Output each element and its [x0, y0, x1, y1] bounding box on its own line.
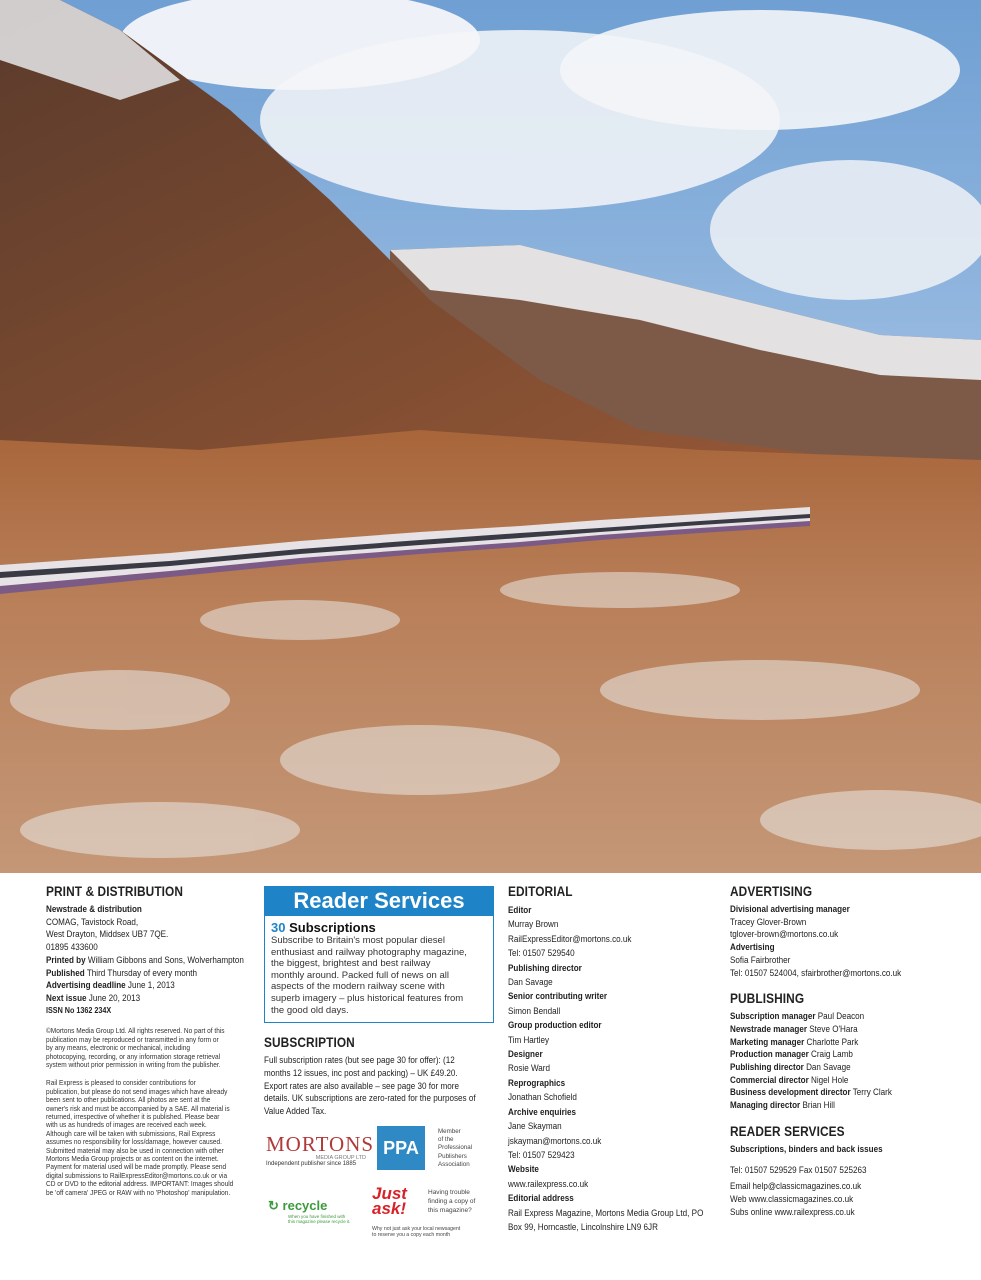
published-label: Published: [46, 967, 85, 978]
mortons-wordmark: MORTONS: [266, 1131, 375, 1156]
publishing-row: [730, 1010, 946, 1023]
legal-line: Although care will be taken with submissions, Rail Express: [46, 1129, 216, 1138]
reader-services-box: [264, 886, 494, 1023]
publishing-role-value: Terry Clark: [850, 1087, 892, 1098]
editorial-section: [508, 884, 723, 1234]
recycle-line: When you have finished with: [288, 1213, 346, 1219]
reader-services-tel: Tel: 01507 529529 Fax 01507 525263: [730, 1164, 867, 1175]
just-ask-text: [428, 1188, 475, 1215]
reader-services-email: Email help@classicmagazines.co.uk: [730, 1181, 862, 1192]
subscription-body: [264, 1054, 494, 1118]
just-ask-text-line: Having trouble: [428, 1188, 470, 1196]
subscriptions-page-number: 30: [271, 920, 286, 935]
next-issue-label: Next issue: [46, 992, 87, 1003]
published-value: Third Thursday of every month: [84, 967, 197, 978]
publishing-role-label: Publishing director: [730, 1062, 804, 1073]
blurb-line: the good old days.: [271, 1004, 349, 1016]
reader-services-sub: Subscriptions, binders and back issues: [730, 1143, 883, 1154]
publishing-role-value: Dan Savage: [803, 1062, 851, 1073]
legal-line: owner's risk and must be accompanied by a SAE. All material is: [46, 1104, 230, 1113]
publishing-role-value: Brian Hill: [800, 1100, 835, 1111]
editorial-role-value: Jonathan Schofield: [508, 1092, 577, 1103]
printed-label: Printed by: [46, 954, 86, 965]
legal-line: by any means, electronic or mechanical, including: [46, 1044, 191, 1053]
editorial-role-value: Jane Skayman: [508, 1121, 562, 1132]
advertising-name: Sofia Fairbrother: [730, 954, 791, 965]
subscription-line: details. UK subscriptions are zero-rated for the purposes of: [264, 1093, 476, 1104]
ppa-line: Publishers: [438, 1152, 467, 1160]
publishing-heading: PUBLISHING: [730, 991, 805, 1007]
editorial-role-value: Murray Brown: [508, 919, 559, 930]
publishing-role-value: Nigel Hole: [808, 1074, 849, 1085]
subscription-heading: SUBSCRIPTION: [264, 1035, 355, 1051]
print-distribution-heading: PRINT & DISTRIBUTION: [46, 884, 184, 899]
editorial-role-value: Dan Savage: [508, 977, 553, 988]
recycle-logo: [268, 1198, 351, 1224]
publishing-role-label: Newstrade manager: [730, 1023, 807, 1034]
blurb-line: aspects of the modern railway scene with: [271, 981, 445, 993]
blurb-line: enthusiast and railway photography magazine,: [271, 946, 467, 958]
legal-line: with us as hundreds of images are received each week.: [46, 1121, 207, 1130]
legal-line: photocopying, recording, or any information storage retrieval: [46, 1052, 221, 1061]
mortons-tagline: Independent publisher since 1885: [266, 1160, 357, 1167]
printed-value: William Gibbons and Sons, Wolverhampton: [85, 954, 244, 965]
editorial-role-value: www.railexpress.co.uk: [508, 1178, 589, 1189]
newstrade-label: Newstrade & distribution: [46, 904, 142, 914]
editorial-role-value: Rail Express Magazine, Mortons Media Group Ltd, PO: [508, 1207, 704, 1218]
publishing-row: [730, 1023, 946, 1036]
ppa-line: Professional: [438, 1144, 473, 1152]
next-issue-value: June 20, 2013: [86, 992, 141, 1003]
just-ask-line: Just: [372, 1183, 407, 1203]
legal-line: Submitted material may also be used in connection with other: [46, 1146, 224, 1155]
subscription-line: Full subscription rates (but see page 30 for offer): (12: [264, 1055, 455, 1066]
just-ask-text-line: finding a copy of: [428, 1197, 476, 1205]
legal-line: Payment for material used will be made promptly. Please send: [46, 1163, 227, 1172]
editorial-role-value: Rosie Ward: [508, 1063, 551, 1074]
reader-services-column: [264, 886, 494, 1246]
editorial-role-value: RailExpressEditor@mortons.co.uk: [508, 933, 632, 944]
editorial-role-value: Tim Hartley: [508, 1034, 550, 1045]
reader-services-heading: READER SERVICES: [730, 1123, 845, 1139]
editorial-role-label: Editorial address: [508, 1193, 574, 1204]
div-advertising-email: tglover-brown@mortons.co.uk: [730, 929, 839, 940]
publishing-row: [730, 1061, 946, 1074]
editorial-role-label: Designer: [508, 1049, 543, 1060]
contributions-notice: [46, 1079, 256, 1197]
publishing-role-label: Marketing manager: [730, 1036, 805, 1047]
editorial-role-value: Tel: 01507 529540: [508, 948, 575, 959]
advertising-heading: ADVERTISING: [730, 884, 813, 899]
ppa-line: Association: [438, 1161, 470, 1169]
ppa-text: [438, 1128, 472, 1170]
deadline-label: Advertising deadline: [46, 980, 126, 991]
blurb-line: monthly around. Packed full of news on all: [271, 969, 449, 981]
just-ask-logo: [372, 1183, 407, 1218]
blurb-line: Subscribe to Britain's most popular diesel: [271, 935, 445, 946]
editorial-list: [508, 903, 723, 1234]
logos-area: [264, 1126, 494, 1246]
subscription-line: months 12 issues, inc post and packing) – UK £49.20.: [264, 1067, 458, 1078]
editorial-role-value: Box 99, Horncastle, Lincolnshire LN9 6JR: [508, 1221, 658, 1232]
blurb-line: the biggest, brightest and best railway: [271, 958, 431, 970]
copyright-notice: [46, 1027, 256, 1069]
mortons-logo: [266, 1131, 375, 1167]
legal-line: CD or DVD to the editorial address. IMPORTANT: Images should: [46, 1180, 234, 1189]
publishing-role-label: Commercial director: [730, 1074, 809, 1085]
recycle-icon: ↻: [268, 1197, 279, 1213]
just-ask-tagline: [372, 1226, 460, 1239]
publishing-row: [730, 1099, 946, 1112]
legal-line: publication may be reproduced or transmitted in any form or: [46, 1035, 219, 1044]
deadline-value: June 1, 2013: [125, 980, 175, 991]
subscription-line: Value Added Tax.: [264, 1105, 327, 1116]
advertising-label: Advertising: [730, 942, 775, 953]
ppa-line: Member: [438, 1127, 461, 1135]
publishing-role-label: Production manager: [730, 1049, 809, 1060]
address-line: West Drayton, Middsex UB7 7QE.: [46, 929, 169, 940]
editorial-role-value: jskayman@mortons.co.uk: [508, 1135, 602, 1146]
print-distribution-section: [46, 884, 256, 1197]
legal-line: digital submissions to RailExpressEditor@mortons.co.uk or via: [46, 1171, 228, 1180]
editorial-role-value: Tel: 01507 529423: [508, 1149, 575, 1160]
reader-services-web: Web www.classicmagazines.co.uk: [730, 1193, 854, 1204]
reader-services-online: Subs online www.railexpress.co.uk: [730, 1206, 855, 1217]
legal-line: be 'off camera' JPEG or RAW with no 'Photoshop' manipulation.: [46, 1188, 231, 1197]
publishing-row: [730, 1086, 946, 1099]
publishing-row: [730, 1036, 946, 1049]
div-advertising-label: Divisional advertising manager: [730, 904, 850, 914]
publishing-row: [730, 1048, 946, 1061]
recycle-line: this magazine please recycle it.: [288, 1218, 351, 1224]
just-ask-tag-line: Why not just ask your local newsagent: [372, 1225, 461, 1232]
publishing-list: [730, 1010, 970, 1112]
legal-line: Rail Express is pleased to consider contributions for: [46, 1079, 196, 1088]
publishing-role-label: Managing director: [730, 1100, 801, 1111]
subscriptions-blurb: [271, 935, 487, 1016]
legal-line: ©Mortons Media Group Ltd. All rights reserved. No part of this: [46, 1027, 225, 1036]
legal-line: publication, but please do not send images which have already: [46, 1087, 228, 1096]
legal-line: been sent to other publications. All photos are sent at the: [46, 1096, 211, 1105]
legal-line: Mortons Media Group projects or as content on the internet.: [46, 1155, 219, 1164]
editorial-role-label: Senior contributing writer: [508, 991, 608, 1002]
issn: ISSN No 1362 234X: [46, 1005, 112, 1015]
legal-line: system without prior permission in writing from the publisher.: [46, 1060, 221, 1069]
publishing-row: [730, 1074, 946, 1087]
ppa-logo: PPA: [377, 1126, 425, 1170]
editorial-role-label: Archive enquiries: [508, 1106, 576, 1117]
blurb-line: superb imagery – plus historical features from: [271, 992, 464, 1004]
editorial-heading: EDITORIAL: [508, 884, 573, 899]
mortons-subtitle: MEDIA GROUP LTD: [315, 1154, 366, 1161]
subscriptions-heading: Subscriptions: [285, 920, 376, 935]
just-ask-line: ask!: [372, 1198, 407, 1218]
publishing-role-value: Craig Lamb: [808, 1049, 853, 1060]
div-advertising-name: Tracey Glover-Brown: [730, 916, 807, 927]
editorial-role-value: Simon Bendall: [508, 1005, 561, 1016]
legal-line: returned, irrespective of whether it is published. Please bear: [46, 1112, 220, 1121]
editorial-role-label: Editor: [508, 905, 532, 915]
legal-line: assumes no responsibility for loss/damage, however caused.: [46, 1138, 222, 1147]
subscription-line: Export rates are also available – see page 30 for more: [264, 1080, 459, 1091]
editorial-role-label: Reprographics: [508, 1077, 566, 1088]
advertising-section: [730, 884, 970, 1218]
publishing-role-label: Business development director: [730, 1087, 851, 1098]
just-ask-tag-line: to reserve you a copy each month: [372, 1232, 451, 1239]
editorial-role-label: Publishing director: [508, 962, 582, 973]
publishing-role-value: Paul Deacon: [815, 1011, 865, 1022]
address-line: COMAG, Tavistock Road,: [46, 916, 139, 927]
publishing-role-value: Charlotte Park: [804, 1036, 859, 1047]
recycle-wordmark: recycle: [282, 1197, 328, 1213]
distribution-phone: 01895 433600: [46, 942, 98, 953]
ppa-line: of the: [438, 1136, 454, 1144]
advertising-contact: Tel: 01507 524004, sfairbrother@mortons.co.uk: [730, 967, 902, 978]
editorial-role-label: Website: [508, 1164, 539, 1175]
editorial-role-label: Group production editor: [508, 1020, 602, 1031]
publishing-role-label: Subscription manager: [730, 1011, 816, 1022]
just-ask-text-line: this magazine?: [428, 1206, 472, 1214]
reader-services-title: Reader Services: [264, 886, 494, 916]
publishing-role-value: Steve O'Hara: [806, 1023, 858, 1034]
